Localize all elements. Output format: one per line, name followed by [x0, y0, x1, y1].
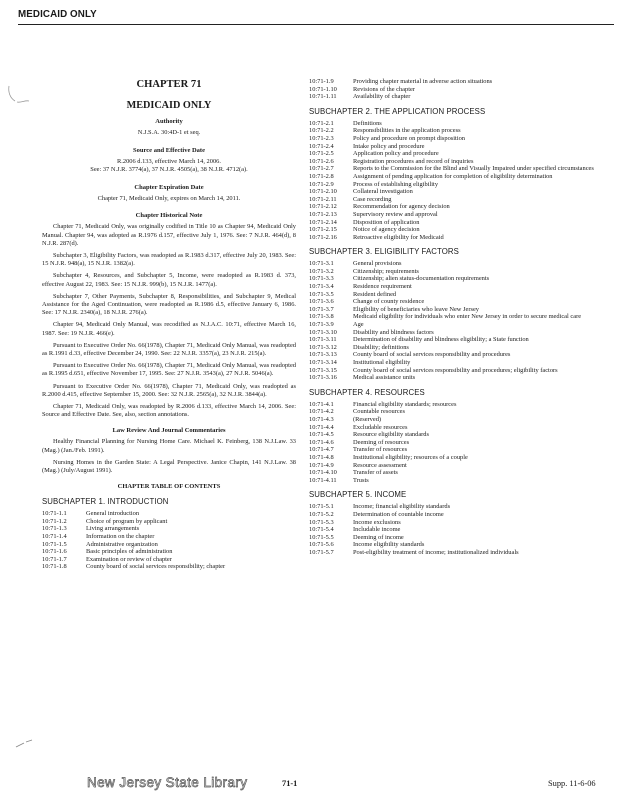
toc-entry — [309, 321, 609, 329]
toc-entry — [309, 526, 609, 534]
section-number: 10:71-4.9 — [309, 461, 334, 469]
toc-entry — [309, 454, 609, 462]
section-number: 10:71-3.13 — [309, 351, 337, 359]
toc-entry — [42, 556, 296, 564]
section-title: Recommendation for agency decision — [353, 203, 450, 211]
subchapter-3-heading: SUBCHAPTER 3. ELIGIBILITY FACTORS — [309, 247, 459, 257]
section-title: Determination of countable income — [353, 510, 444, 518]
section-number: 10:71-1.3 — [42, 525, 67, 533]
section-title: Income; financial eligibility standards — [353, 503, 451, 511]
left-column — [42, 78, 296, 571]
section-title: Intake policy and procedure — [353, 142, 425, 150]
subchapter-1-continued-list — [309, 78, 609, 101]
section-title: County board of social services responsibility and procedures; eligibility factors — [353, 366, 558, 374]
subchapter-4-list — [309, 401, 609, 485]
section-number: 10:71-4.3 — [309, 415, 334, 423]
section-number: 10:71-4.10 — [309, 469, 337, 477]
section-number: 10:71-3.9 — [309, 321, 334, 329]
expiration-heading: Chapter Expiration Date — [134, 183, 204, 191]
section-title: Trusts — [353, 476, 369, 484]
section-number: 10:71-3.7 — [309, 305, 334, 313]
section-number: 10:71-4.1 — [309, 400, 334, 408]
toc-entry — [309, 260, 609, 268]
section-title: Medical assistance units — [353, 374, 416, 382]
chapter-title: CHAPTER 71 — [136, 79, 202, 90]
section-title: Choice of program by applicant — [86, 517, 168, 525]
toc-entry — [309, 181, 609, 189]
section-title: Age — [353, 321, 364, 329]
toc-entry — [309, 336, 609, 344]
section-number: 10:71-2.8 — [309, 172, 334, 180]
toc-entry — [309, 219, 609, 227]
law-review-paragraph: Nursing Homes in the Garden State: A Legal Perspective. Janice Chapin, 141 N.J.Law. 38 (Mag.) (July/August 1991). — [42, 458, 296, 475]
history-paragraph: Chapter 71, Medicaid Only, was readopted by R.2006 d.133, effective March 14, 2006. See: Source and Effective Date. See, also, section annotations. — [42, 403, 296, 419]
section-title: Medicaid eligibility for individuals who enter New Jersey in order to secure medical care — [353, 313, 582, 321]
toc-entry — [309, 203, 609, 211]
section-number: 10:71-2.16 — [309, 233, 337, 241]
section-number: 10:71-3.1 — [309, 260, 334, 268]
section-title: Transfer of resources — [353, 446, 408, 454]
toc-entry — [309, 196, 609, 204]
section-number: 10:71-2.14 — [309, 218, 337, 226]
section-number: 10:71-1.5 — [42, 540, 67, 548]
toc-entry — [309, 188, 609, 196]
history-paragraph: Subchapter 4, Resources, and Subchapter 5, Income, were readopted as R.1983 d. 373, effective August 22, 1983. See: 15 N.J.R. 999(b), 15 N.J.R. 1477(a). — [42, 272, 296, 288]
section-title: (Reserved) — [353, 415, 382, 423]
section-number: 10:71-2.7 — [309, 165, 334, 173]
toc-entry — [309, 477, 609, 485]
history-paragraph: Chapter 94, Medicaid Only Manual, was recodified as N.J.A.C. 10:71, effective March 16, 1987. See: 19 N.J.R. 466(e). — [42, 321, 296, 337]
section-number: 10:71-1.8 — [42, 563, 67, 571]
section-number: 10:71-3.8 — [309, 313, 334, 321]
toc-entry — [309, 519, 609, 527]
section-number: 10:71-2.2 — [309, 127, 334, 135]
section-number: 10:71-5.5 — [309, 533, 334, 541]
section-title: Deeming of income — [353, 533, 404, 541]
section-number: 10:71-3.4 — [309, 283, 334, 291]
section-number: 10:71-2.11 — [309, 195, 337, 203]
section-title: Responsibilities in the application process — [353, 127, 461, 135]
section-number: 10:71-2.12 — [309, 203, 337, 211]
subchapter-1-list — [42, 510, 296, 571]
section-title: Examination or review of chapter — [86, 555, 172, 563]
toc-entry — [42, 525, 296, 533]
toc-entry — [309, 416, 609, 424]
section-title: Revisions of the chapter — [353, 85, 415, 93]
toc-entry — [42, 533, 296, 541]
subchapter-1-heading: SUBCHAPTER 1. INTRODUCTION — [42, 497, 169, 507]
section-title: Residence requirement — [353, 283, 412, 291]
section-title: Resource assessment — [353, 461, 407, 469]
section-title: Application policy and procedure — [353, 150, 439, 158]
toc-entry — [309, 439, 609, 447]
section-title: Definitions — [353, 119, 382, 127]
section-title: County board of social services responsibility; chapter — [86, 563, 226, 571]
toc-entry — [309, 469, 609, 477]
section-title: Basic principles of administration — [86, 548, 173, 556]
toc-entry — [309, 511, 609, 519]
section-number: 10:71-4.11 — [309, 476, 337, 484]
section-number: 10:71-1.2 — [42, 517, 67, 525]
toc-entry — [309, 359, 609, 367]
history-notes — [42, 223, 296, 419]
scan-mark-bottom — [14, 738, 36, 750]
authority-heading: Authority — [155, 118, 183, 125]
section-title: Retroactive eligibility for Medicaid — [353, 233, 444, 241]
toc-entry — [309, 462, 609, 470]
section-title: Disability and blindness factors — [353, 328, 434, 336]
section-number: 10:71-1.7 — [42, 555, 67, 563]
section-number: 10:71-5.4 — [309, 526, 334, 534]
toc-entry — [309, 374, 609, 382]
section-number: 10:71-4.7 — [309, 446, 334, 454]
section-number: 10:71-4.4 — [309, 423, 334, 431]
section-number: 10:71-3.11 — [309, 336, 337, 344]
toc-entry — [309, 143, 609, 151]
section-title: Availability of chapter — [353, 93, 411, 101]
subchapter-2-heading: SUBCHAPTER 2. THE APPLICATION PROCESS — [309, 106, 486, 116]
section-number: 10:71-5.1 — [309, 503, 334, 511]
history-paragraph: Chapter 71, Medicaid Only, was originally codified in Title 10 as Chapter 94, Medicaid Only Manual. Chapter 94, was adopted as R.1976 d.157, effective July 1, 1976. See: 7 N.J.R. 464(d), 8 N.J.R. 287(d). — [42, 223, 296, 247]
history-paragraph: Pursuant to Executive Order No. 66(1978), Chapter 71, Medicaid Only Manual, was readopted as R.1991 d.33, effective December 24, 1990. See: 22 N.J.R. 3357(a), 23 N.J.R. 215(a). — [42, 341, 296, 358]
library-watermark: New Jersey State Library — [87, 775, 248, 790]
source-line: See: 37 N.J.R. 3774(a), 37 N.J.R. 4505(a), 38 N.J.R. 4712(a). — [90, 166, 248, 174]
section-number: 10:71-2.4 — [309, 142, 334, 150]
toc-entry — [309, 424, 609, 432]
section-number: 10:71-2.9 — [309, 180, 334, 188]
section-number: 10:71-3.5 — [309, 290, 334, 298]
section-title: Providing chapter material in adverse action situations — [353, 78, 493, 85]
section-title: Excludable resources — [353, 423, 408, 431]
toc-entry — [309, 408, 609, 416]
toc-entry — [309, 173, 609, 181]
subchapter-5-heading: SUBCHAPTER 5. INCOME — [309, 490, 407, 500]
toc-entry — [42, 541, 296, 549]
law-review-paragraph: Healthy Financial Planning for Nursing Home Care. Michael K. Feinberg, 138 N.J.Law. 33 (Mag.) (Jan./Feb. 1991). — [42, 438, 296, 454]
section-number: 10:71-2.3 — [309, 134, 334, 142]
section-title: Supervisory review and approval — [353, 210, 438, 218]
section-title: Disability; definitions — [353, 343, 409, 351]
section-title: General provisions — [353, 260, 402, 268]
toc-entry — [42, 548, 296, 556]
toc-entry — [309, 211, 609, 219]
running-head: MEDICAID ONLY — [18, 6, 614, 25]
section-title: Collateral investigation — [353, 188, 413, 196]
toc-entry — [309, 541, 609, 549]
expiration-text: Chapter 71, Medicaid Only, expires on March 14, 2011. — [97, 194, 241, 202]
section-title: Countable resources — [353, 408, 405, 416]
toc-entry — [309, 283, 609, 291]
section-number: 10:71-2.13 — [309, 210, 337, 218]
toc-entry — [309, 165, 609, 173]
section-title: Resource eligibility standards — [353, 431, 429, 439]
section-title: Case recording — [353, 195, 392, 203]
toc-entry — [309, 291, 609, 299]
scan-mark-top — [5, 82, 35, 108]
section-number: 10:71-2.5 — [309, 150, 334, 158]
section-number: 10:71-3.14 — [309, 359, 337, 366]
supplement-date: Supp. 11-6-06 — [548, 779, 596, 788]
toc-entry — [309, 93, 609, 101]
section-number: 10:71-5.3 — [309, 518, 334, 526]
section-number: 10:71-1.9 — [309, 78, 334, 85]
section-title: Registration procedures and record of inquiries — [353, 157, 474, 165]
section-title: Income eligibility standards — [353, 541, 425, 549]
toc-entry — [42, 518, 296, 526]
section-number: 10:71-5.6 — [309, 541, 334, 549]
section-number: 10:71-2.6 — [309, 157, 334, 165]
toc-entry — [309, 351, 609, 359]
section-title: Eligibility of beneficiaries who leave New Jersey — [353, 305, 479, 313]
toc-entry — [309, 158, 609, 166]
section-number: 10:71-2.15 — [309, 226, 337, 234]
toc-entry — [42, 510, 296, 518]
section-number: 10:71-2.10 — [309, 188, 337, 196]
section-number: 10:71-5.7 — [309, 548, 334, 556]
toc-heading: CHAPTER TABLE OF CONTENTS — [117, 483, 221, 491]
section-title: General introduction — [86, 510, 140, 518]
section-number: 10:71-3.10 — [309, 328, 337, 336]
toc-entry — [309, 313, 609, 321]
section-title: Information on the chapter — [86, 533, 155, 541]
section-number: 10:71-4.8 — [309, 453, 334, 461]
section-title: Change of county residence — [353, 298, 425, 306]
section-number: 10:71-1.6 — [42, 548, 67, 556]
section-title: Disposition of application — [353, 218, 420, 226]
section-title: Deeming of resources — [353, 438, 410, 446]
history-heading: Chapter Historical Note — [135, 212, 203, 220]
toc-entry — [309, 298, 609, 306]
history-paragraph: Subchapter 7, Other Payments, Subchapter 8, Responsibilities, and Subchapter 9, Medical Assistance for the Aged Continuation, were readopted as R.1986 d.5, effective January 6, 1986. See: 17 N.J.R. 2340(a), 18 N.J.R. 276(a). — [42, 292, 296, 317]
section-title: Reports to the Commission for the Blind and Visually Impaired under specified circumstances — [353, 165, 594, 173]
toc-entry — [309, 150, 609, 158]
toc-entry — [309, 549, 609, 557]
section-number: 10:71-3.16 — [309, 374, 337, 382]
section-title: Policy and procedure on prompt disposition — [353, 134, 465, 142]
section-number: 10:71-1.11 — [309, 93, 337, 101]
section-number: 10:71-3.6 — [309, 298, 334, 306]
subchapter-5-list — [309, 503, 609, 556]
section-title: Resident defined — [353, 290, 397, 298]
section-title: Institutional eligibility; resources of a couple — [353, 453, 468, 461]
right-column — [309, 78, 609, 556]
toc-entry — [309, 446, 609, 454]
section-number: 10:71-2.1 — [309, 119, 334, 127]
toc-entry — [309, 78, 609, 86]
section-title: Citizenship; requirements — [353, 267, 419, 275]
toc-entry — [309, 127, 609, 135]
toc-entry — [309, 344, 609, 352]
toc-entry — [309, 234, 609, 242]
section-title: County board of social services responsibility and procedures — [353, 351, 511, 359]
toc-entry — [309, 86, 609, 94]
section-title: Financial eligibility standards; resources — [353, 400, 457, 408]
section-number: 10:71-4.6 — [309, 438, 334, 446]
history-paragraph: Subchapter 3, Eligibility Factors, was readopted as R.1983 d.317, effective July 20, 1983. See: 15 N.J.R. 948(a), 15 N.J.R. 1382(a). — [42, 251, 296, 268]
section-title: Determination of disability and blindness eligibility; a State function — [353, 336, 529, 344]
section-title: Living arrangements — [86, 525, 140, 533]
chapter-subtitle: MEDICAID ONLY — [126, 100, 212, 111]
authority-text: N.J.S.A. 30:4D-1 et seq. — [137, 129, 201, 136]
history-paragraph: Pursuant to Executive Order No. 66(1978), Chapter 71, Medicaid Only Manual, was readopted as R.1995 d.651, effective November 17, 1995. See: 27 N.J.R. 3543(a), 27 N.J.R. 5046(a). — [42, 362, 296, 378]
toc-entry — [42, 563, 296, 571]
section-number: 10:71-3.2 — [309, 267, 334, 275]
toc-entry — [309, 431, 609, 439]
section-title: Process of establishing eligibility — [353, 180, 439, 188]
subchapter-3-list — [309, 260, 609, 382]
section-number: 10:71-1.10 — [309, 85, 337, 93]
history-paragraph: Pursuant to Executive Order No. 66(1978), Chapter 71, Medicaid Only, was readopted as R.2000 d.415, effective September 15, 2000. See: 32 N.J.R. 2565(a), 32 N.J.R. 3844(a). — [42, 382, 296, 398]
toc-entry — [309, 275, 609, 283]
toc-entry — [309, 401, 609, 409]
toc-entry — [309, 534, 609, 542]
section-title: Institutional eligibility — [353, 359, 411, 366]
section-title: Income exclusions — [353, 518, 401, 526]
section-number: 10:71-3.3 — [309, 275, 334, 283]
section-title: Administrative organization — [86, 540, 158, 548]
source-line: R.2006 d.133, effective March 14, 2006. — [117, 157, 221, 165]
source-heading: Source and Effective Date — [133, 146, 205, 154]
toc-entry — [309, 226, 609, 234]
page-number: 71-1 — [282, 779, 298, 788]
toc-entry — [309, 268, 609, 276]
toc-entry — [309, 329, 609, 337]
section-number: 10:71-3.15 — [309, 366, 337, 374]
section-title: Citizenship; alien status-documentation requirements — [353, 275, 490, 283]
toc-entry — [309, 135, 609, 143]
section-number: 10:71-3.12 — [309, 343, 337, 351]
section-number: 10:71-5.2 — [309, 510, 334, 518]
section-title: Post-eligibility treatment of income; institutionalized individuals — [353, 548, 519, 556]
subchapter-2-list — [309, 120, 609, 242]
section-number: 10:71-4.5 — [309, 431, 334, 439]
toc-entry — [309, 503, 609, 511]
section-title: Includable income — [353, 526, 401, 534]
section-title: Notice of agency decision — [353, 226, 420, 234]
law-review-heading: Law Review And Journal Commentaries — [112, 427, 226, 435]
section-number: 10:71-4.2 — [309, 408, 334, 416]
toc-entry — [309, 120, 609, 128]
toc-entry — [309, 306, 609, 314]
section-number: 10:71-1.1 — [42, 510, 67, 518]
subchapter-4-heading: SUBCHAPTER 4. RESOURCES — [309, 387, 425, 397]
section-title: Transfer of assets — [353, 469, 398, 477]
section-number: 10:71-1.4 — [42, 533, 67, 541]
toc-entry — [309, 367, 609, 375]
section-title: Assignment of pending application for completion of eligibility determination — [353, 172, 553, 180]
